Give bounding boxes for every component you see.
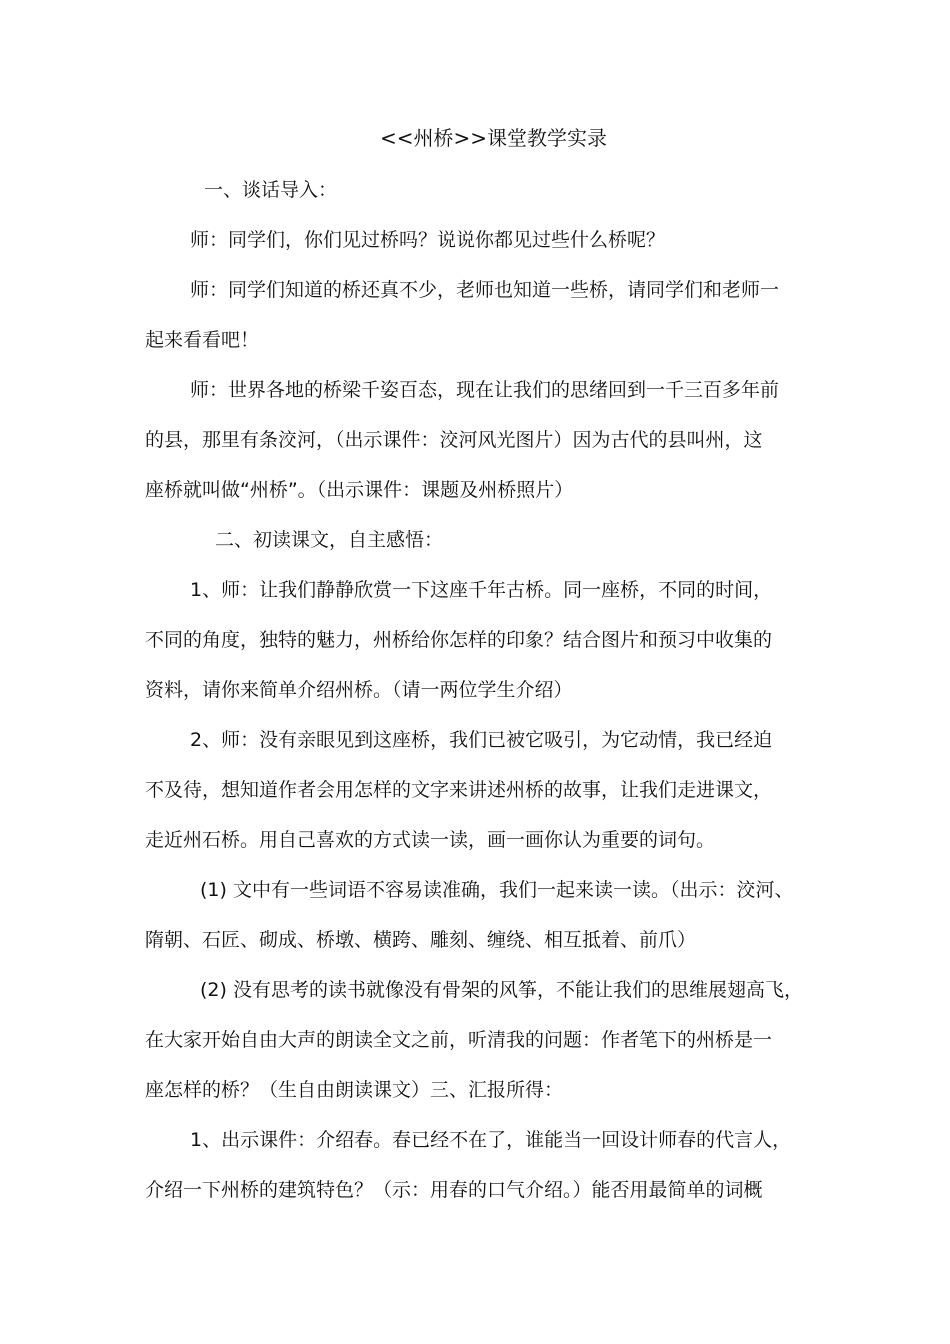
text-line: 走近州石桥。用自己喜欢的方式读一读，画一画你认为重要的词句。 (145, 829, 716, 851)
text-line: 的县，那里有条洨河，（出示课件：洨河风光图片）因为古代的县叫州，这 (145, 429, 763, 451)
text-line: 不同的角度，独特的魅力，州桥给你怎样的印象？结合图片和预习中收集的 (145, 629, 773, 651)
document-title: <<州桥>>课堂教学实录 (380, 126, 608, 150)
text-line: 不及待，想知道作者会用怎样的文字来讲述州桥的故事，让我们走进课文， (145, 779, 773, 801)
text-line: 2、师：没有亲眼见到这座桥，我们已被它吸引，为它动情，我已经迫 (190, 729, 773, 751)
text-line: (1) 文中有一些词语不容易读准确，我们一起来读一读。（出示：洨河、 (200, 879, 794, 901)
text-line: (2) 没有思考的读书就像没有骨架的风筝，不能让我们的思维展翅高飞， (200, 979, 803, 1001)
text-line: 1、师：让我们静静欣赏一下这座千年古桥。同一座桥，不同的时间， (190, 579, 773, 601)
heading-1: 一、谈话导入： (204, 179, 338, 201)
text-line: 师：世界各地的桥梁千姿百态，现在让我们的思绪回到一千三百多年前 (190, 379, 780, 401)
text-line: 介绍一下州桥的建筑特色？（示：用春的口气介绍。）能否用最简单的词概 (145, 1179, 763, 1201)
text-line: 起来看看吧！ (145, 329, 260, 351)
text-line: 师：同学们知道的桥还真不少，老师也知道一些桥，请同学们和老师一 (190, 279, 780, 301)
text-line: 座桥就叫做“州桥”。（出示课件：课题及州桥照片） (145, 479, 574, 501)
text-line: 在大家开始自由大声的朗读全文之前，听清我的问题：作者笔下的州桥是一 (145, 1029, 773, 1051)
heading-2: 二、初读课文，自主感悟： (215, 529, 444, 551)
text-line: 1、出示课件：介绍春。春已经不在了，谁能当一回设计师春的代言人， (190, 1129, 792, 1151)
text-line: 隋朝、石匠、砌成、桥墩、横跨、雕刻、缠绕、相互抵着、前爪） (145, 929, 697, 951)
text-line: 座怎样的桥？（生自由朗读课文）三、汇报所得： (145, 1079, 564, 1101)
text-line: 资料，请你来简单介绍州桥。（请一两位学生介绍） (145, 679, 573, 701)
text-line: 师：同学们，你们见过桥吗？说说你都见过些什么桥呢？ (190, 229, 666, 251)
